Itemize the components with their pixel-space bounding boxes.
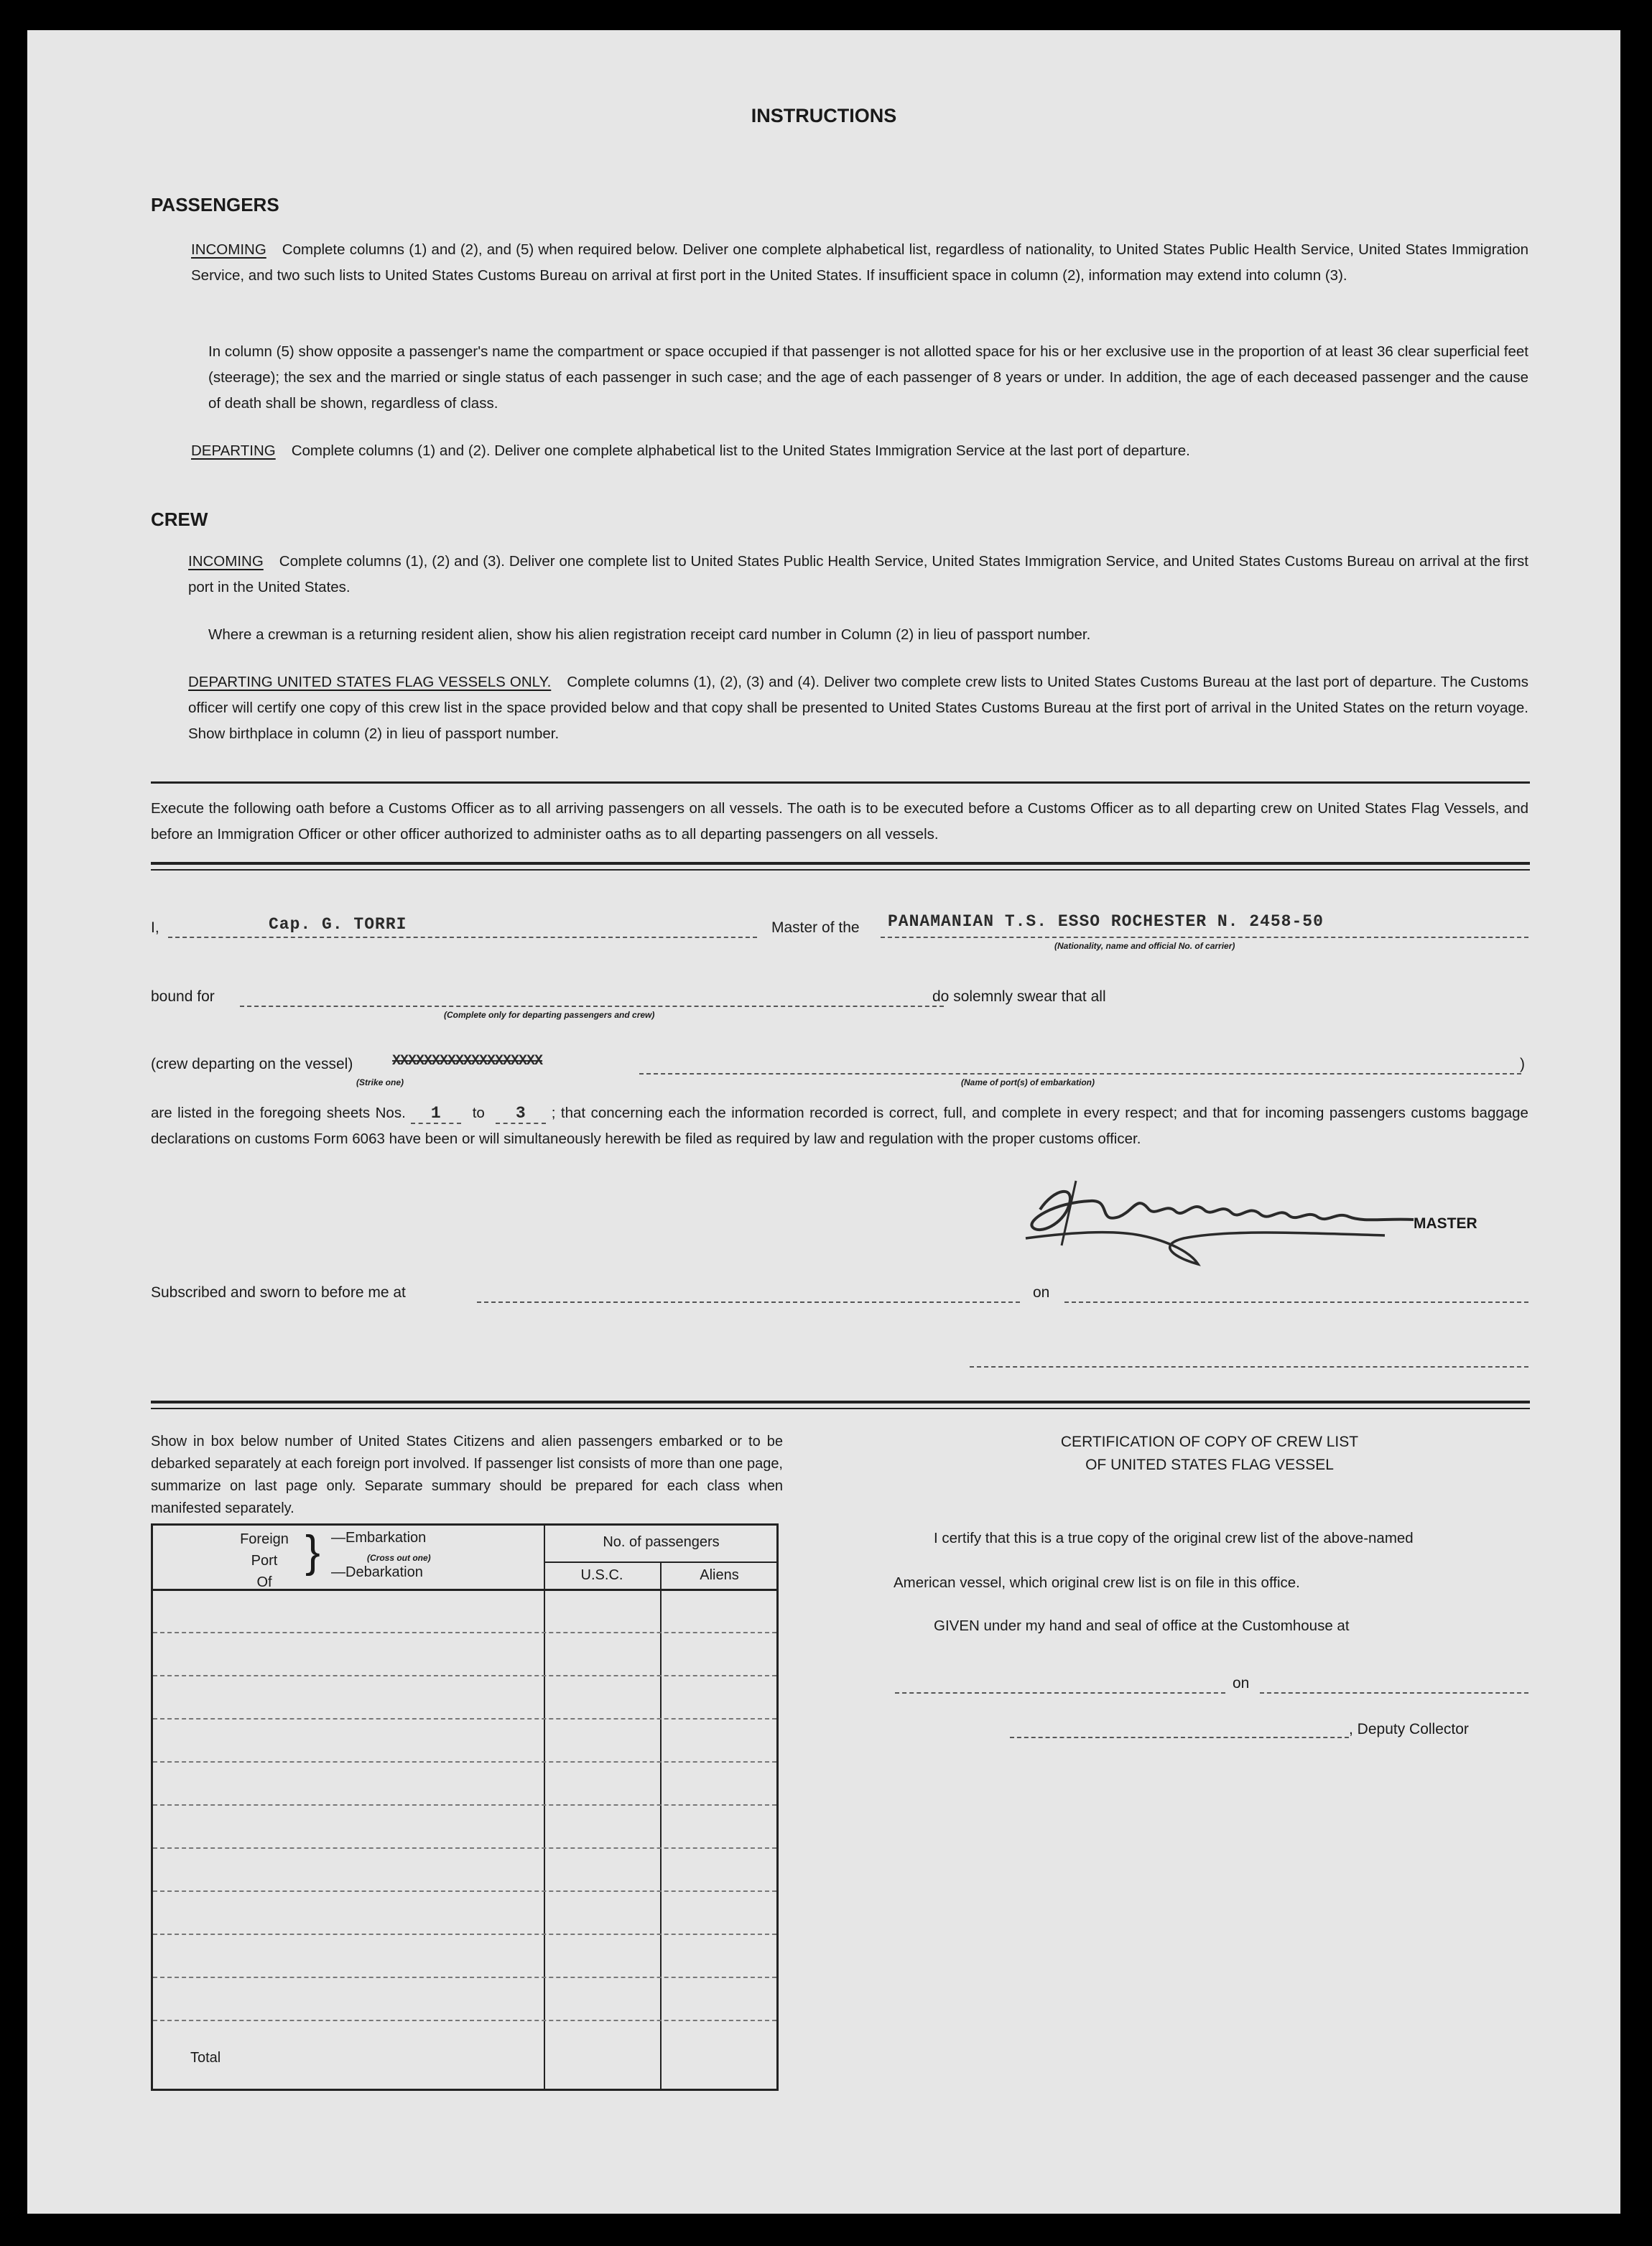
deputy-signature-line (1010, 1737, 1349, 1738)
crew-resident-paragraph: Where a crewman is a returning resident alien, show his alien registration receipt card number in Column (2) in lieu of passport number. (208, 626, 1091, 643)
sheet-to: 3 (496, 1104, 546, 1124)
oath-i-label: I, (151, 919, 159, 936)
summary-instruction: Show in box below number of United States Citizens and alien passengers embarked or to be debarked separately at each foreign port involved. If passenger list consists of more than one page, summarize on last page only. Separate summary should be prepared for each class when manifested separately. (151, 1434, 783, 1516)
table-row (153, 1847, 776, 1849)
master-of-label: Master of the (771, 919, 860, 936)
header-of: Of (256, 1574, 272, 1590)
passengers-departing-label: DEPARTING (191, 442, 276, 459)
table-row (153, 1761, 776, 1763)
struck-out-text: XXXXXXXXXXXXXXXXXXX (392, 1053, 543, 1069)
certify-line2: American vessel, which original crew list is on file in this office. (894, 1574, 1300, 1591)
table-header-foreign-port (232, 1528, 297, 1593)
table-row (153, 1934, 776, 1935)
bound-for-line (240, 1006, 944, 1007)
subscribed-place-line (477, 1301, 1020, 1303)
close-paren: ) (1520, 1056, 1525, 1072)
embarkation-label: —Embarkation (331, 1530, 427, 1546)
ports-line (639, 1073, 1521, 1075)
certification-title (892, 1431, 1527, 1477)
passengers-departing-paragraph (191, 438, 1528, 464)
divider-line (151, 781, 1530, 784)
crew-departing-label: (crew departing on the vessel) (151, 1056, 353, 1072)
debarkation-label: —Debarkation (331, 1564, 423, 1580)
vessel-line (881, 937, 1528, 938)
passengers-incoming-paragraph (191, 237, 1528, 289)
certification-title-line2: OF UNITED STATES FLAG VESSEL (1085, 1457, 1334, 1473)
crew-departing-paragraph (188, 669, 1528, 747)
divider-line (151, 1408, 1530, 1409)
officer-signature-line (970, 1366, 1528, 1368)
subscribed-label: Subscribed and sworn to before me at (151, 1284, 406, 1301)
no-passengers-header: No. of passengers (603, 1534, 720, 1550)
swear-label: do solemnly swear that all (932, 988, 1106, 1005)
aliens-header: Aliens (700, 1567, 739, 1583)
listed-rest: ; that concerning each the information recorded is correct, full, and complete in every respect; and that for incoming passengers customs baggage declarations on customs Form 6063 have been or will simultaneously herewith be filed as required by law and regulation with the proper customs officer. (151, 1105, 1528, 1147)
bound-for-caption: (Complete only for departing passengers and crew) (444, 1010, 655, 1020)
given-text: GIVEN under my hand and seal of office at the Customhouse at (934, 1618, 1350, 1634)
vessel-name: PANAMANIAN T.S. ESSO ROCHESTER N. 2458-50 (888, 912, 1324, 931)
instructions-title: INSTRUCTIONS (751, 105, 897, 126)
subscribed-date-line (1064, 1301, 1528, 1303)
passengers-incoming-text: Complete columns (1) and (2), and (5) when required below. Deliver one complete alphabetical list, regardless of nationality, to United States Public Health Service, United States Immigration Service, and two such lists to United States Customs Bureau on arrival at first port in the United States. If insufficient space in column (2), information may extend into column (3). (191, 241, 1528, 284)
cross-out-caption: (Cross out one) (367, 1553, 431, 1563)
sheet-from: 1 (411, 1104, 461, 1124)
total-label: Total (190, 2050, 221, 2066)
crew-incoming-text: Complete columns (1), (2) and (3). Deliver one complete list to United States Public Health Service, United States Immigration Service, and United States Customs Bureau on arrival at the first port in the United States. (188, 553, 1528, 595)
strike-one-caption: (Strike one) (356, 1077, 404, 1087)
passenger-summary-table (151, 1523, 779, 2091)
crew-incoming-paragraph (188, 549, 1528, 600)
passengers-column5-paragraph: In column (5) show opposite a passenger's name the compartment or space occupied if that passenger is not allotted space for his or her exclusive use in the proportion of at least 36 clear superficial feet (steerage); the sex and the married or single status of each passenger in such case; and the age of each passenger of 8 years or under. In addition, the age of each deceased passenger and the cause of death shall be shown, regardless of class. (208, 343, 1528, 412)
header-foreign: Foreign (240, 1531, 289, 1547)
table-row (153, 1718, 776, 1720)
passengers-heading: PASSENGERS (151, 194, 279, 215)
certify-line1: I certify that this is a true copy of the original crew list of the above-named (934, 1530, 1414, 1546)
crew-departing-text: Complete columns (1), (2), (3) and (4). Deliver two complete crew lists to United States Customs Bureau at the last port of departure. The Customs officer will certify one copy of this crew list in the space provided below and that copy shall be presented to United States Customs Bureau at the first port of arrival in the United States on the return voyage. Show birthplace in column (2) in lieu of passport number. (188, 674, 1528, 742)
table-column-divider (544, 1526, 545, 2089)
bound-for-label: bound for (151, 988, 215, 1005)
master-name-line (168, 937, 757, 938)
master-signature-image (1011, 1166, 1442, 1274)
ports-caption: (Name of port(s) of embarkation) (961, 1077, 1095, 1087)
table-row (153, 1675, 776, 1676)
table-row (153, 1890, 776, 1892)
master-label: MASTER (1414, 1215, 1477, 1232)
divider-line (151, 1401, 1530, 1403)
passengers-incoming-label: INCOMING (191, 241, 266, 258)
certification-title-line1: CERTIFICATION OF COPY OF CREW LIST (1060, 1434, 1359, 1450)
on-label: on (1033, 1284, 1050, 1301)
deputy-collector-label: , Deputy Collector (1349, 1721, 1469, 1737)
divider-line (151, 869, 1530, 871)
table-column-divider (660, 1561, 662, 2089)
crew-incoming-label: INCOMING (188, 553, 264, 570)
cert-on-label: on (1233, 1675, 1250, 1692)
crew-heading: CREW (151, 509, 208, 530)
crew-departing-label: DEPARTING UNITED STATES FLAG VESSELS ONLY. (188, 674, 552, 690)
vessel-caption: (Nationality, name and official No. of carrier) (1054, 941, 1235, 951)
oath-intro-paragraph: Execute the following oath before a Customs Officer as to all arriving passengers on all vessels. The oath is to be executed before a Customs Officer as to all departing crew on United States Flag Vessels, and before an Immigration Officer or other officer authorized to administer oaths as to all departing passengers on all vessels. (151, 800, 1528, 843)
table-header-divider (544, 1561, 776, 1563)
divider-line (151, 862, 1530, 865)
table-row (153, 2020, 776, 2021)
brace-icon: } (305, 1527, 320, 1577)
master-name: Cap. G. TORRI (269, 915, 407, 934)
header-port: Port (251, 1553, 278, 1569)
document-page (27, 30, 1620, 2214)
cert-date-line (1260, 1692, 1528, 1694)
listed-label: are listed in the foregoing sheets Nos. (151, 1105, 406, 1121)
table-row (153, 1632, 776, 1633)
to-label: to (472, 1105, 485, 1121)
customhouse-line (895, 1692, 1225, 1694)
passengers-departing-text: Complete columns (1) and (2). Deliver one complete alphabetical list to the United States Immigration Service at the last port of departure. (291, 442, 1190, 459)
usc-header: U.S.C. (580, 1567, 623, 1583)
table-row (153, 1804, 776, 1806)
table-row (153, 1977, 776, 1978)
listed-paragraph (151, 1100, 1528, 1152)
